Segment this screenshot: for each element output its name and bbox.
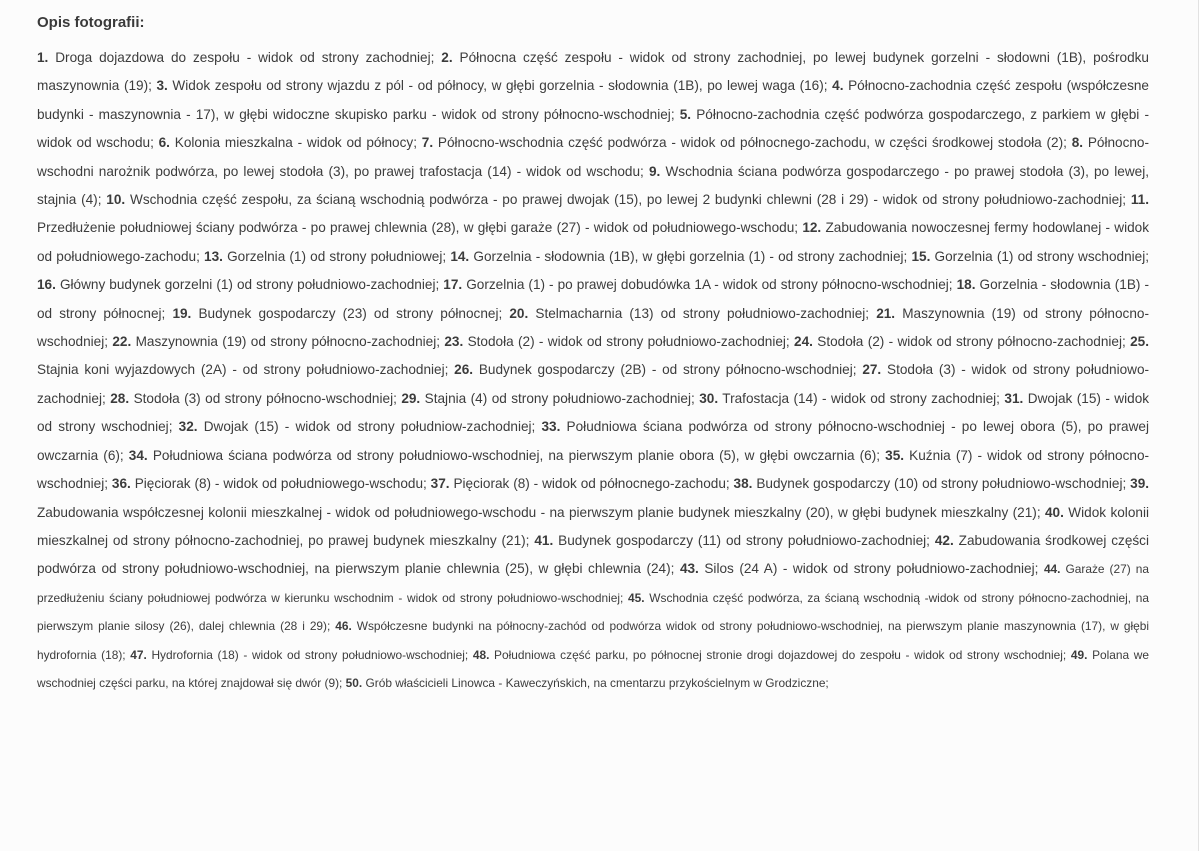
photo-number: 13. (204, 248, 223, 264)
photo-description-item (699, 391, 1000, 406)
photo-description-text: Kuźnia (7) - widok od strony północno-wschodniej; (37, 447, 1150, 492)
photo-description-item (443, 277, 952, 292)
photo-number: 21. (876, 305, 896, 321)
photo-number: 49. (1070, 647, 1088, 662)
photo-description-text: Pięciorak (8) - widok od południowego-wschodu; (134, 476, 427, 492)
photo-number: 37. (430, 476, 450, 492)
photo-number: 8. (1071, 135, 1084, 151)
photo-number: 14. (450, 248, 470, 264)
photo-description-item (159, 135, 417, 150)
photo-description-item (129, 448, 880, 463)
photo-description-item (794, 334, 1126, 349)
photo-description-text: Gorzelnia - słodownia (1B), w głębi gorzelnia (1) - od strony zachodniej; (473, 248, 908, 264)
small-print-section (37, 562, 1149, 690)
photo-description-text: Gorzelnia - słodownia (1B) - od strony północnej; (37, 277, 1150, 321)
photo-description-text: Wschodnia część zespołu, za ścianą wschodnią podwórza - po prawej dwojak (15), po lewej 2 budynki chlewni (28 i 29) - widok od strony południowo-zachodniej; (129, 192, 1127, 208)
photo-number: 19. (172, 305, 192, 321)
photo-description-text: Przedłużenie południowej ściany podwórza - po prawej chlewnia (28), w głębi garaże (27) - widok od południowego-wschodu; (37, 220, 799, 236)
photo-description-text: Widok kolonii mieszkalnej od strony północno-zachodniej, po prawej budynek mieszkalny (21); (37, 504, 1149, 548)
photo-number: 28. (110, 390, 130, 406)
photo-description-item (422, 135, 1067, 150)
photo-number: 10. (106, 192, 126, 208)
photo-number: 40. (1045, 504, 1064, 520)
photo-description-item (112, 476, 427, 491)
photo-number: 31. (1004, 390, 1024, 406)
photo-description-text: Południowa ściana podwórza od strony północno-wschodniej - po lewej obora (5), po prawej owczarnia (6); (37, 419, 1149, 463)
photo-number: 2. (441, 50, 453, 65)
photo-description-text: Stajnia (4) od strony południowo-zachodniej; (424, 390, 695, 406)
photo-description-text: Południowa część parku, po północnej stronie drogi dojazdowej do zespołu - widok od strony wschodniej; (494, 647, 1067, 662)
photo-description-text: Stelmacharnia (13) od strony południowo-zachodniej; (535, 305, 870, 321)
photo-number: 35. (885, 447, 905, 463)
photo-description-text: Północno-zachodnia część podwórza gospodarczego, z parkiem w głębi - widok od wschodu; (37, 106, 1149, 151)
photo-description-item (450, 249, 907, 264)
document-title: Opis fotografii: (37, 14, 145, 31)
photo-description-text: Pięciorak (8) - widok od północnego-zachodu; (453, 476, 730, 492)
photo-description-text: Budynek gospodarczy (11) od strony południowo-zachodniej; (558, 532, 930, 548)
photo-description-text: Dwojak (15) - widok od strony południow-zachodniej; (203, 419, 536, 435)
photo-description-text: Wschodnia część podwórza, za ścianą wschodnią -widok od strony północno-zachodniej, na pierwszym planie silosy (26), dalej chlewnia (28 i 29); (37, 590, 1149, 634)
photo-number: 44. (1043, 562, 1061, 577)
photo-description-item (172, 306, 502, 321)
photo-description-item (106, 192, 1126, 207)
photo-number: 4. (832, 78, 844, 94)
photo-description-item (204, 249, 446, 264)
photo-description-text: Droga dojazdowa do zespołu - widok od strony zachodniej; (55, 50, 435, 65)
photo-description-item (534, 533, 930, 548)
photo-description-item (444, 334, 789, 349)
photo-number: 7. (421, 135, 434, 151)
photo-description-text: Współczesne budynki na północny-zachód od podwórza widok od strony południowo-wschodniej, na pierwszym planie maszynownia (17), w głębi hydrofornia (18); (37, 619, 1150, 662)
photo-description-text: Północno-wschodnia część podwórza - widok od północnego-zachodu, w części środkowej stodoła (2); (437, 135, 1067, 151)
photo-number: 5. (679, 106, 692, 122)
photo-number: 11. (1130, 192, 1149, 208)
photo-description-item (509, 306, 869, 321)
photo-description-text: Widok zespołu od strony wjazdu z pól - od północy, w głębi gorzelnia - słodownia (1B), po lewej waga (16); (172, 78, 828, 94)
photo-number: 25. (1130, 334, 1150, 350)
photo-number: 36. (111, 476, 131, 492)
photo-description-list (37, 44, 1149, 697)
photo-description-text: Południowa ściana podwórza od strony południowo-wschodniej, na pierwszym planie obora (5), w głębi owczarnia (6); (152, 447, 881, 463)
photo-description-text: Stodoła (2) - widok od strony południowo-zachodniej; (467, 334, 790, 350)
photo-description-item (110, 391, 397, 406)
photo-description-item (37, 277, 439, 292)
photo-description-text: Zabudowania nowoczesnej fermy hodowlanej - widok od południowego-zachodu; (37, 220, 1150, 264)
photo-number: 46. (335, 619, 352, 634)
photo-description-item (734, 476, 1127, 491)
photo-description-text: Polana we wschodniej części parku, na której znajdował się dwór (9); (37, 647, 1149, 690)
photo-description-item (130, 648, 468, 662)
photo-description-text: Północno-zachodnia część zespołu (współczesne budynki - maszynownia - 17), w głębi widoczne skupisko parku - widok od strony północno-wschodniej; (37, 78, 1149, 122)
photo-description-text: Maszynownia (19) od strony północno-zachodniej; (135, 334, 441, 350)
photo-description-text: Gorzelnia (1) od strony wschodniej; (934, 248, 1150, 264)
photo-number: 12. (802, 220, 822, 236)
photo-number: 9. (648, 163, 661, 179)
photo-number: 18. (956, 277, 976, 293)
photo-description-text: Gorzelnia (1) - po prawej dobudówka 1A - widok od strony północno-wschodniej; (466, 277, 953, 293)
photo-number: 24. (794, 334, 813, 350)
photo-number: 23. (444, 334, 464, 350)
photo-description-text: Północno-wschodni narożnik podwórza, po lewej stodoła (3), po prawej trafostacja (14) - widok od wschodu; (37, 135, 1150, 179)
photo-description-text: Główny budynek gorzelni (1) od strony południowo-zachodniej; (59, 277, 440, 293)
photo-description-text: Dwojak (15) - widok od strony wschodniej; (37, 390, 1150, 435)
photo-number: 43. (679, 561, 699, 577)
photo-description-text: Stajnia koni wyjazdowych (2A) - od strony południowo-zachodniej; (37, 362, 449, 378)
photo-description-item (156, 78, 827, 93)
photo-number: 29. (401, 390, 421, 406)
photo-description-text: Budynek gospodarczy (10) od strony południowo-wschodniej; (756, 476, 1127, 492)
photo-number: 15. (911, 248, 931, 264)
photo-description-text: Zabudowania środkowej części podwórza od strony południowo-wschodniej, na pierwszym planie chlewnia (25), w głębi chlewnia (24); (37, 532, 1149, 577)
photo-number: 26. (454, 362, 474, 378)
photo-description-text: Stodoła (3) - widok od strony południowo-zachodniej; (37, 362, 1150, 406)
photo-description-item (346, 676, 829, 690)
photo-number: 38. (733, 476, 753, 492)
photo-number: 47. (130, 647, 147, 662)
photo-description-text: Maszynownia (19) od strony północno-wschodniej; (37, 305, 1149, 350)
photo-description-text: Budynek gospodarczy (23) od strony północnej; (198, 305, 503, 321)
photo-number: 50. (345, 675, 363, 690)
photo-number: 33. (541, 419, 561, 435)
photo-description-item (911, 249, 1149, 264)
photo-number: 41. (534, 532, 554, 548)
photo-number: 16. (37, 277, 56, 293)
photo-description-item (37, 50, 434, 65)
photo-description-item (179, 419, 536, 434)
photo-number: 30. (699, 390, 719, 406)
photo-number: 39. (1130, 476, 1150, 492)
photo-description-text: Hydrofornia (18) - widok od strony południowo-wschodniej; (151, 647, 469, 662)
photo-description-text: Stodoła (2) - widok od strony północno-zachodniej; (817, 334, 1126, 350)
photo-number: 32. (178, 419, 198, 435)
photo-number: 42. (934, 532, 954, 548)
photo-description-item (431, 476, 730, 491)
photo-description-text: Północna część zespołu - widok od strony zachodniej, po lewej budynek gorzelni - słodowni (1B), pośrodku maszynownia (19); (37, 50, 1149, 94)
photo-number: 3. (156, 78, 168, 94)
photo-description-text: Garaże (27) na przedłużeniu ściany południowej podwórza w kierunku wschodnim - widok od strony południowo-wschodniej; (37, 562, 1149, 605)
photo-description-text: Wschodnia ściana podwórza gospodarczego - po prawej stodoła (3), po lewej, stajnia (4); (37, 163, 1150, 208)
photo-number: 45. (628, 590, 645, 605)
photo-description-text: Gorzelnia (1) od strony południowej; (227, 248, 447, 264)
photo-number: 20. (509, 305, 529, 321)
photo-description-item (473, 648, 1066, 662)
photo-description-item (401, 391, 694, 406)
photo-number: 48. (472, 647, 490, 662)
photo-number: 34. (128, 447, 148, 463)
photo-number: 6. (158, 135, 170, 151)
photo-description-item (680, 561, 1038, 576)
photo-description-text: Budynek gospodarczy (2B) - od strony północno-wschodniej; (478, 362, 857, 378)
photo-number: 17. (443, 277, 463, 293)
photo-description-text: Silos (24 A) - widok od strony południowo-zachodniej; (704, 561, 1039, 577)
photo-description-text: Zabudowania współczesnej kolonii mieszkalnej - widok od południowego-wschodu - na pierwszym planie budynek mieszkalny (20), w głębi budynek mieszkalny (21); (37, 504, 1041, 520)
photo-description-text: Grób właścicieli Linowca - Kaweczyńskich, na cmentarzu przykościelnym w Grodziczne; (365, 675, 829, 690)
photo-description-text: Trafostacja (14) - widok od strony zachodniej; (722, 390, 1000, 406)
photo-number: 1. (37, 50, 49, 65)
photo-number: 27. (862, 362, 882, 378)
photo-description-item (112, 334, 440, 349)
photo-description-item (454, 362, 856, 377)
photo-description-text: Stodoła (3) od strony północno-wschodniej; (133, 390, 397, 406)
photo-description-text: Kolonia mieszkalna - widok od północy; (174, 135, 417, 151)
photo-number: 22. (112, 334, 132, 350)
